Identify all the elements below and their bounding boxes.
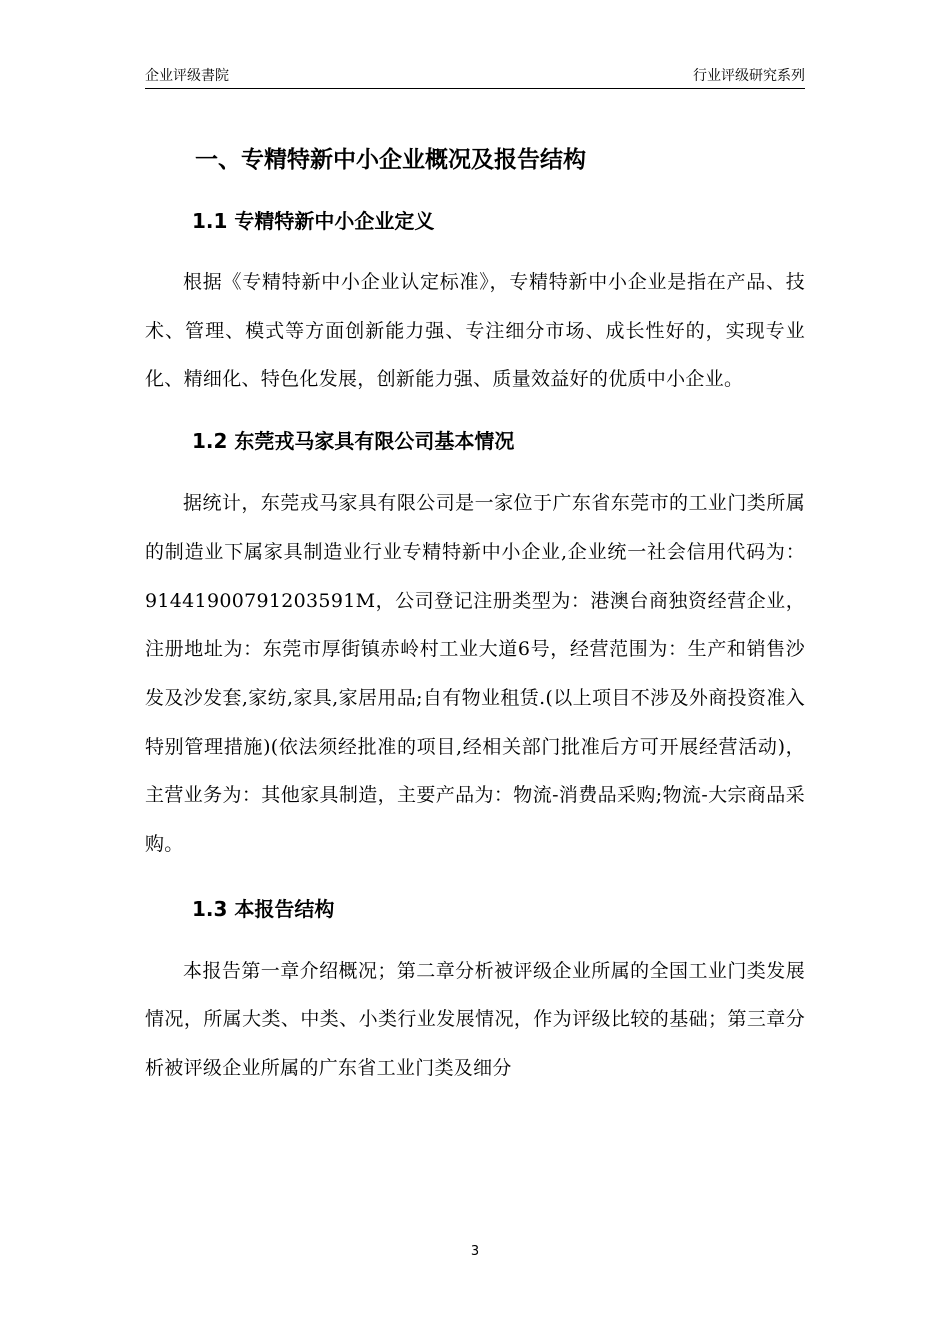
chapter-title: 一、专精特新中小企业概况及报告结构 <box>195 147 586 173</box>
document-body <box>145 140 805 1093</box>
section-paragraph-1-1: 根据《专精特新中小企业认定标准》，专精特新中小企业是指在产品、技术、管理、模式等方面创新能力强、专注细分市场、成长性好的，实现专业化、精细化、特色化发展，创新能力强、质量效益好的优质中小企业。 <box>145 271 805 391</box>
section-title-1-2: 1.2 东莞戎马家具有限公司基本情况 <box>192 429 515 454</box>
page-header <box>145 66 805 89</box>
section-paragraph-1-2: 据统计，东莞戎马家具有限公司是一家位于广东省东莞市的工业门类所属的制造业下属家具制造业行业专精特新中小企业,企业统一社会信用代码为：91441900791203591M，公司登记注册类型为：港澳台商独资经营企业，注册地址为：东莞市厚街镇赤岭村工业大道6号，经营范围为：生产和销售沙发及沙发套,家纺,家具,家居用品;自有物业租赁.(以上项目不涉及外商投资准入特别管理措施)(依法须经批准的项目,经相关部门批准后方可开展经营活动)，主营业务为：其他家具制造，主要产品为：物流-消费品采购;物流-大宗商品采购。 <box>145 492 805 856</box>
page-number: 3 <box>470 1244 480 1259</box>
section-title-1-3: 1.3 本报告结构 <box>192 896 335 921</box>
header-right-text: 行业评级研究系列 <box>693 68 805 84</box>
section-paragraph-1-3: 本报告第一章介绍概况；第二章分析被评级企业所属的全国工业门类发展情况，所属大类、中类、小类行业发展情况，作为评级比较的基础；第三章分析被评级企业所属的广东省工业门类及细分 <box>145 959 805 1080</box>
section-title-1-1: 1.1 专精特新中小企业定义 <box>192 209 435 233</box>
header-left-text: 企业评级書院 <box>145 68 229 84</box>
